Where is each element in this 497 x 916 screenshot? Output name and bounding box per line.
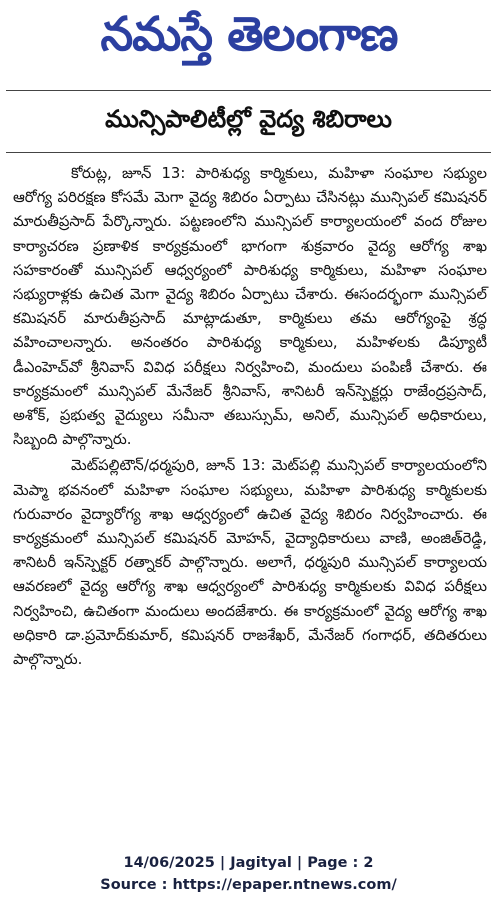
footer-dateline: 14/06/2025 | Jagityal | Page : 2 [123,855,374,871]
headline-bottom-rule [6,152,491,153]
article-paragraph-1: కోరుట్ల, జూన్ 13: పారిశుధ్య కార్మికులు, మహిళా సంఘాల సభ్యుల ఆరోగ్య పరిరక్షణ కోసమే మెగా వైద్య శిబిరం ఏర్పాటు చేసినట్లు మున్సిపల్ కమిషనర్ మారుతీప్రసాద్ పేర్కొన్నారు. పట్టణంలోని మున్సిపల్ కార్యాలయంలో వంద రోజుల కార్యాచరణ ప్రణాళిక కార్యక్రమంలో భాగంగా శుక్రవారం వైద్య ఆరోగ్య శాఖ సహకారంతో మున్సిపల్ ఆధ్వర్యంలో పారిశుధ్య కార్మికులు, మహిళా సంఘాల సభ్యురాళ్లకు ఉచిత మెగా వైద్య శిబిరం ఏర్పాటు చేశారు. ఈసందర్భంగా మున్సిపల్ కమిషనర్ మారుతీప్రసాద్ మాట్లాడుతూ, కార్మికులు తమ ఆరోగ్యంపై శ్రద్ధ వహించాలన్నారు. అనంతరం పారిశుధ్య కార్మికులు, మహిళలకు డిప్యూటీ డీఎంహెచ్‌వో శ్రీనివాస్ వివిధ పరీక్షలు నిర్వహించి, మందులు పంపిణీ చేశారు. ఈ కార్యక్రమంలో మున్సిపల్ మేనేజర్ శ్రీనివాస్, శానిటరీ ఇన్‌స్పెక్టర్లు రాజేంద్రప్రసాద్, అశోక్, ప్రభుత్వ వైద్యులు సమీనా తబుస్సుమ్, అనిల్, మున్సిపల్ అధికారులు, సిబ్బంది పాల్గొన్నారు. [13,165,487,449]
article-paragraph-2: మెట్‌పల్లిటౌన్/ధర్మపురి, జూన్ 13: మెట్‌పల్లి మున్సిపల్ కార్యాలయంలోని మెప్మా భవనంలో మహిళా సంఘాల సభ్యులు, మహిళా పారిశుధ్య కార్మికులకు గురువారం వైద్యారోగ్య శాఖ ఆధ్వర్యంలో ఉచిత వైద్య శిబిరం నిర్వహించారు. ఈ కార్యక్రమంలో మున్సిపల్ కమిషనర్ మోహన్, వైద్యాధికారులు వాణి, అంజిత్‌రెడ్డి, శానిటరీ ఇన్‌స్పెక్టర్ రత్నాకర్ పాల్గొన్నారు. అలాగే, ధర్మపురి మున్సిపల్ కార్యాలయ ఆవరణలో వైద్య ఆరోగ్య శాఖ ఆధ్వర్యంలో పారిశుధ్య కార్మికులకు వివిధ పరీక్షలు నిర్వహించి, ఉచితంగా మందులు అందజేశారు. ఈ కార్యక్రమంలో వైద్య ఆరోగ్య శాఖ అధికారి డా.ప్రమోద్‌కుమార్, కమిషనర్ రాజశేఖర్, మేనేజర్ గంగాధర్, తదితరులు పాల్గొన్నారు. [13,457,487,669]
masthead [0,0,497,80]
newspaper-logo: నమస్తే తెలంగాణ [100,7,397,62]
article-headline: మున్సిపాలిటీల్లో వైద్య శిబిరాలు [105,105,392,133]
headline-top-rule [6,90,491,91]
footer-source-link[interactable]: Source : https://epaper.ntnews.com/ [100,877,397,893]
article-body [13,162,487,674]
